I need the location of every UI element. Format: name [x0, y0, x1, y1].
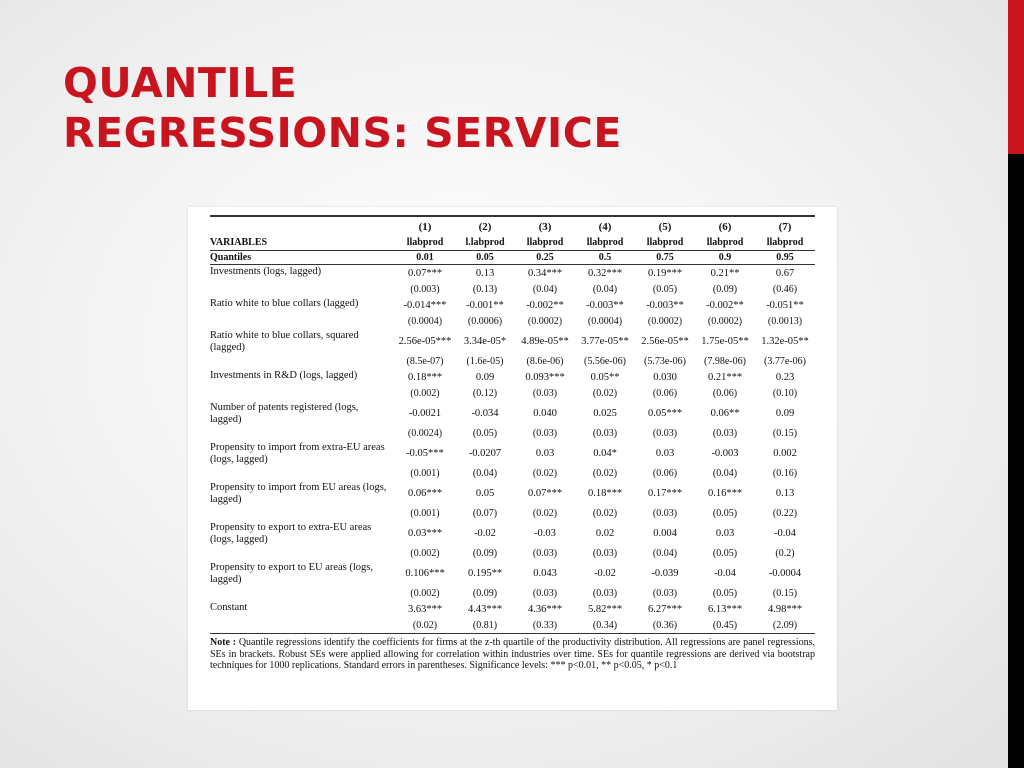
coefficient-cell: -0.0004	[768, 567, 802, 579]
coefficient-cell: 4.36***	[527, 603, 563, 615]
standard-error-cell: (0.16)	[772, 467, 798, 479]
column-number: (6)	[718, 221, 732, 233]
dependent-variable-row	[210, 235, 815, 251]
coefficient-cell: -0.02	[474, 527, 496, 539]
note-label: Note :	[210, 637, 237, 648]
standard-error-cell: (0.09)	[472, 587, 498, 599]
quantiles-row	[210, 251, 815, 265]
coefficient-cell: -0.003	[711, 447, 739, 459]
standard-error-cell: (0.03)	[592, 587, 618, 599]
quantile-value: 0.5	[575, 251, 635, 265]
table-body	[210, 265, 815, 634]
coefficient-cell: 0.004	[653, 527, 677, 539]
coefficient-cell: 0.23	[775, 371, 795, 383]
standard-error-cell: (0.04)	[652, 547, 678, 559]
standard-error-cell: (0.0004)	[587, 315, 623, 327]
standard-error-cell: (0.12)	[472, 387, 498, 399]
table-row	[210, 297, 815, 313]
standard-error-cell: (0.03)	[652, 427, 678, 439]
standard-error-cell: (0.002)	[410, 547, 440, 559]
coefficient-cell: 3.77e-05**	[581, 335, 629, 347]
standard-error-cell: (3.77e-06)	[764, 355, 806, 367]
regression-table-panel	[188, 207, 837, 710]
coefficient-cell: 3.34e-05*	[463, 335, 507, 347]
accent-bar-red	[1008, 0, 1024, 154]
coefficient-cell: -0.014***	[403, 299, 447, 311]
coefficient-cell: 0.04*	[593, 447, 617, 459]
coefficient-cell: -0.051**	[766, 299, 804, 311]
standard-error-cell: (0.2)	[775, 547, 795, 559]
coefficient-cell: 0.18***	[587, 487, 623, 499]
coefficient-cell: 0.106***	[405, 567, 445, 579]
standard-error-cell: (0.03)	[532, 587, 558, 599]
table-row	[210, 441, 815, 465]
standard-error-cell: (0.05)	[712, 507, 738, 519]
coefficient-cell: 0.17***	[647, 487, 683, 499]
dependent-variable: llabprod	[695, 235, 755, 251]
coefficient-cell: -0.001**	[466, 299, 504, 311]
standard-error-cell: (0.02)	[395, 617, 455, 634]
standard-error-cell: (0.22)	[772, 507, 798, 519]
variable-label: Propensity to export to EU areas (logs, lagged)	[210, 562, 374, 585]
coefficient-cell: 2.56e-05***	[398, 335, 452, 347]
standard-error-cell: (0.03)	[712, 427, 738, 439]
variable-label: Propensity to export to extra-EU areas (logs, lagged)	[210, 522, 372, 545]
standard-error-cell: (0.001)	[410, 467, 440, 479]
coefficient-cell: 0.05	[475, 487, 495, 499]
coefficient-cell: 0.03	[715, 527, 735, 539]
coefficient-cell: 0.06**	[710, 407, 740, 419]
coefficient-cell: 0.19***	[647, 267, 683, 279]
standard-error-cell: (5.73e-06)	[644, 355, 686, 367]
coefficient-cell: -0.0207	[468, 447, 502, 459]
standard-error-cell: (0.07)	[472, 507, 498, 519]
slide-title-line1: QUANTILE	[63, 59, 298, 107]
standard-error-cell: (0.002)	[410, 587, 440, 599]
coefficient-cell: 0.09	[475, 371, 495, 383]
quantiles-label: Quantiles	[210, 251, 395, 265]
variable-label: Propensity to import from EU areas (logs, lagged)	[210, 482, 387, 505]
coefficient-cell: 4.43***	[467, 603, 503, 615]
dependent-variable: llabprod	[515, 235, 575, 251]
standard-error-cell: (0.03)	[652, 587, 678, 599]
table-row	[210, 369, 815, 385]
coefficient-cell: -0.02	[594, 567, 616, 579]
standard-error-cell: (0.0002)	[707, 315, 743, 327]
table-row	[210, 521, 815, 545]
standard-error-cell: (2.09)	[755, 617, 815, 634]
table-row	[210, 601, 815, 617]
standard-error-cell: (0.45)	[695, 617, 755, 634]
coefficient-cell: 0.195**	[467, 567, 503, 579]
accent-bar-black	[1008, 154, 1024, 768]
standard-error-cell: (0.81)	[455, 617, 515, 634]
standard-error-cell: (0.0013)	[767, 315, 803, 327]
standard-error-cell: (0.10)	[772, 387, 798, 399]
column-number: (7)	[778, 221, 792, 233]
standard-error-cell: (0.05)	[712, 547, 738, 559]
coefficient-cell: -0.003**	[586, 299, 624, 311]
coefficient-cell: 0.05***	[647, 407, 683, 419]
coefficient-cell: 0.05**	[590, 371, 620, 383]
column-number: (3)	[538, 221, 552, 233]
coefficient-cell: 0.002	[773, 447, 797, 459]
table-row	[210, 481, 815, 505]
coefficient-cell: 6.13***	[707, 603, 743, 615]
dependent-variable: llabprod	[575, 235, 635, 251]
standard-error-cell: (0.36)	[635, 617, 695, 634]
standard-error-cell: (0.04)	[592, 283, 618, 295]
coefficient-cell: 0.07***	[407, 267, 443, 279]
dependent-variable: llabprod	[395, 235, 455, 251]
coefficient-cell: 0.21**	[710, 267, 740, 279]
standard-error-cell: (0.06)	[652, 387, 678, 399]
standard-error-cell: (0.0006)	[467, 315, 503, 327]
coefficient-cell: -0.03	[534, 527, 556, 539]
standard-error-cell: (0.13)	[472, 283, 498, 295]
dependent-variable: llabprod	[755, 235, 815, 251]
coefficient-cell: -0.002**	[526, 299, 564, 311]
table-row	[210, 401, 815, 425]
standard-error-cell: (0.0002)	[527, 315, 563, 327]
table-row	[210, 329, 815, 353]
standard-error-cell: (0.05)	[472, 427, 498, 439]
standard-error-cell: (0.03)	[652, 507, 678, 519]
variable-label: Ratio white to blue collars (lagged)	[210, 298, 359, 309]
coefficient-cell: 1.32e-05**	[761, 335, 809, 347]
standard-error-cell: (0.02)	[592, 507, 618, 519]
standard-error-cell: (1.6e-05)	[466, 355, 504, 367]
variables-header: VARIABLES	[210, 235, 395, 251]
standard-error-cell: (0.05)	[712, 587, 738, 599]
coefficient-cell: 0.09	[775, 407, 795, 419]
dependent-variable: l.labprod	[455, 235, 515, 251]
standard-error-cell: (0.05)	[652, 283, 678, 295]
standard-error-cell: (0.0004)	[407, 315, 443, 327]
column-number: (4)	[598, 221, 612, 233]
coefficient-cell: 5.82***	[587, 603, 623, 615]
quantile-value: 0.9	[695, 251, 755, 265]
table-note	[210, 637, 815, 672]
coefficient-cell: 2.56e-05**	[641, 335, 689, 347]
standard-error-cell: (7.98e-06)	[704, 355, 746, 367]
standard-error-cell: (8.5e-07)	[406, 355, 444, 367]
quantile-value: 0.25	[515, 251, 575, 265]
standard-error-cell: (0.02)	[532, 467, 558, 479]
standard-error-cell: (0.0024)	[407, 427, 443, 439]
quantile-value: 0.01	[395, 251, 455, 265]
coefficient-cell: 0.32***	[587, 267, 623, 279]
coefficient-cell: 0.18***	[407, 371, 443, 383]
coefficient-cell: 4.98***	[767, 603, 803, 615]
coefficient-cell: 0.025	[593, 407, 617, 419]
coefficient-cell: 0.07***	[527, 487, 563, 499]
table-row	[210, 265, 815, 282]
coefficient-cell: 0.13	[775, 487, 795, 499]
standard-error-cell: (0.03)	[532, 427, 558, 439]
coefficient-cell: 0.093***	[525, 371, 565, 383]
standard-error-cell: (0.34)	[575, 617, 635, 634]
standard-error-cell: (0.03)	[592, 427, 618, 439]
coefficient-cell: 1.75e-05**	[701, 335, 749, 347]
coefficient-cell: -0.003**	[646, 299, 684, 311]
standard-error-cell: (0.04)	[472, 467, 498, 479]
quantile-value: 0.75	[635, 251, 695, 265]
coefficient-cell: -0.05***	[406, 447, 444, 459]
variable-label: Investments in R&D (logs, lagged)	[210, 370, 358, 381]
coefficient-cell: -0.034	[471, 407, 499, 419]
table-container	[210, 215, 815, 672]
standard-error-cell: (0.02)	[592, 467, 618, 479]
quantile-value: 0.95	[755, 251, 815, 265]
coefficient-cell: 0.67	[775, 267, 795, 279]
coefficient-cell: -0.0021	[408, 407, 442, 419]
standard-error-cell: (0.09)	[712, 283, 738, 295]
standard-error-cell: (5.56e-06)	[584, 355, 626, 367]
variable-label: Investments (logs, lagged)	[210, 266, 322, 277]
coefficient-cell: -0.04	[714, 567, 736, 579]
standard-error-cell: (0.03)	[592, 547, 618, 559]
variable-label: Constant	[210, 601, 395, 634]
standard-error-cell: (0.15)	[772, 427, 798, 439]
coefficient-cell: 0.34***	[527, 267, 563, 279]
standard-error-cell: (0.04)	[532, 283, 558, 295]
standard-error-cell: (0.002)	[410, 387, 440, 399]
coefficient-cell: 0.03	[655, 447, 675, 459]
variable-label: Propensity to import from extra-EU areas (logs, lagged)	[210, 442, 385, 465]
standard-error-cell: (0.09)	[472, 547, 498, 559]
coefficient-cell: 0.13	[475, 267, 495, 279]
dependent-variable: llabprod	[635, 235, 695, 251]
column-number: (5)	[658, 221, 672, 233]
standard-error-cell: (0.06)	[652, 467, 678, 479]
column-number-row	[210, 219, 815, 235]
coefficient-cell: 0.16***	[707, 487, 743, 499]
note-text: Quantile regressions identify the coefficients for firms at the z-th quartile of the productivity distribution. All regressions are panel regressions, SEs in brackets. Robust SEs were applied allowing for correlation within industries over time. SEs for quantile regressions are derived via bootstrap techniques for 1000 replications. Standard errors in parentheses. Significance levels: *** p<0.01, ** p<0.05, * p<0.1	[210, 637, 815, 671]
coefficient-cell: 0.030	[653, 371, 677, 383]
variable-label: Number of patents registered (logs, lagged)	[210, 402, 359, 425]
coefficient-cell: 4.89e-05**	[521, 335, 569, 347]
standard-error-cell: (0.15)	[772, 587, 798, 599]
coefficient-cell: -0.039	[651, 567, 679, 579]
standard-error-cell: (0.06)	[712, 387, 738, 399]
standard-error-cell: (0.001)	[410, 507, 440, 519]
standard-error-cell: (0.02)	[592, 387, 618, 399]
standard-error-cell: (0.33)	[515, 617, 575, 634]
coefficient-cell: -0.04	[774, 527, 796, 539]
standard-error-cell: (0.02)	[532, 507, 558, 519]
coefficient-cell: -0.002**	[706, 299, 744, 311]
standard-error-cell: (0.46)	[772, 283, 798, 295]
coefficient-cell: 0.06***	[407, 487, 443, 499]
coefficient-cell: 0.043	[533, 567, 557, 579]
coefficient-cell: 0.040	[533, 407, 557, 419]
column-number: (2)	[478, 221, 492, 233]
coefficient-cell: 0.03	[535, 447, 555, 459]
coefficient-cell: 6.27***	[647, 603, 683, 615]
coefficient-cell: 0.03***	[407, 527, 443, 539]
standard-error-cell: (0.03)	[532, 387, 558, 399]
slide-title-line2: REGRESSIONS: SERVICE	[63, 109, 622, 157]
slide-title	[63, 58, 622, 158]
coefficient-cell: 3.63***	[407, 603, 443, 615]
coefficient-cell: 0.21***	[707, 371, 743, 383]
column-number: (1)	[418, 221, 432, 233]
table-row	[210, 561, 815, 585]
regression-table	[210, 219, 815, 634]
quantile-value: 0.05	[455, 251, 515, 265]
coefficient-cell: 0.02	[595, 527, 615, 539]
standard-error-cell: (0.0002)	[647, 315, 683, 327]
table-top-rule	[210, 215, 815, 217]
standard-error-cell: (0.03)	[532, 547, 558, 559]
standard-error-cell: (8.6e-06)	[526, 355, 564, 367]
standard-error-cell: (0.003)	[410, 283, 440, 295]
variable-label: Ratio white to blue collars, squared (lagged)	[210, 330, 359, 353]
standard-error-cell: (0.04)	[712, 467, 738, 479]
